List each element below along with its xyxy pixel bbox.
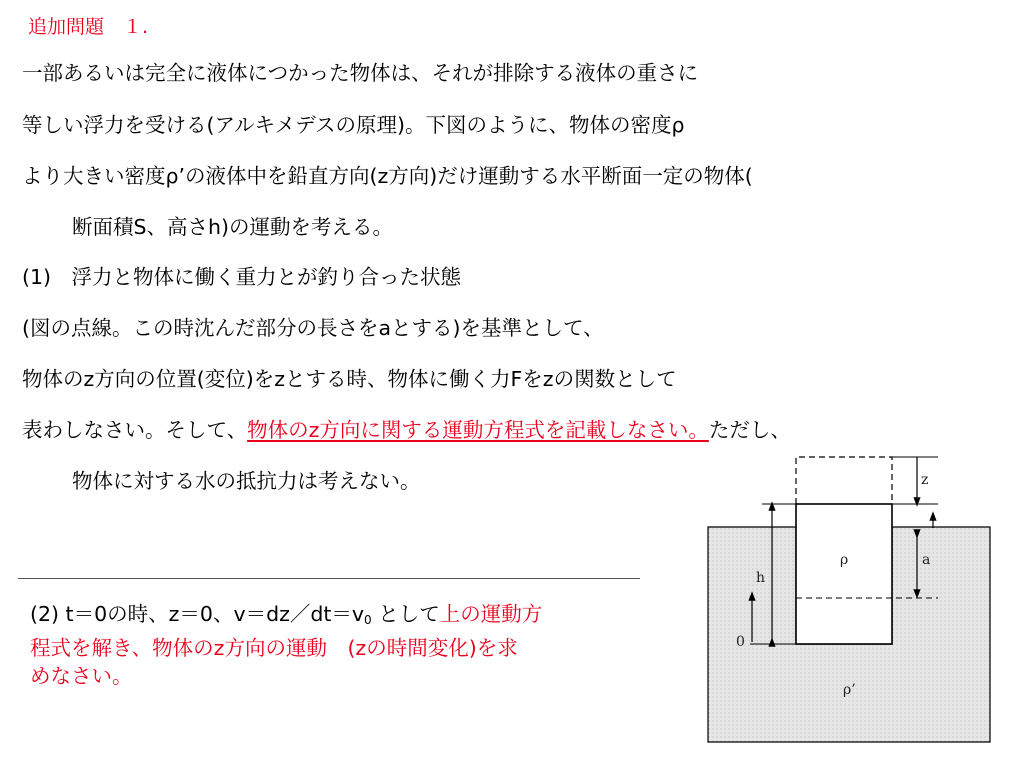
question-1-line-2: (図の点線。この時沈んだ部分の長さをaとする)を基準として、 [22,316,604,340]
question-2-text-2: として [371,602,440,626]
question-2-text: (2) t＝0の時、z＝0、v＝dz／dt＝v [30,602,365,626]
label-rho: ρ [840,552,849,568]
floating-body [796,504,892,644]
question-2-line-1 [30,600,680,634]
question-2-line-3: めなさい。 [30,664,133,688]
problem-title: 追加問題 １. [28,16,149,38]
label-zero: 0 [736,634,745,650]
question-2 [30,600,680,690]
question-2-line-2: 程式を解き、物体のz方向の運動 (zの時間変化)を求 [30,636,518,660]
equilibrium-outline [796,457,892,504]
section-divider [18,578,640,579]
question-1-emphasis: 物体のz方向に関する運動方程式を記載しなさい。 [247,418,709,442]
problem-text-line-1: 一部あるいは完全に液体につかった物体は、それが排除する液体の重さに [22,61,699,85]
question-2-subscript: 0 [364,613,372,627]
problem-text-line-2: 等しい浮力を受ける(アルキメデスの原理)。下図のように、物体の密度ρ [22,113,685,137]
problem-text-line-3: より大きい密度ρ’の液体中を鉛直方向(z方向)だけ運動する水平断面一定の物体( [22,164,753,188]
label-h: h [756,570,766,586]
label-a: a [922,552,931,568]
label-z: z [921,472,929,488]
question-2-emphasis-1: 上の運動方 [439,602,543,626]
buoyancy-diagram [700,452,1000,744]
problem-text-line-4: 断面積S、高さh)の運動を考える。 [72,215,394,239]
label-rho-prime: ρ’ [843,682,856,698]
question-1-line-4 [22,417,791,443]
question-1-text-tail: ただし、 [708,418,791,442]
question-1-text: 表わしなさい。そして、 [22,418,248,442]
question-1-line-5: 物体に対する水の抵抗力は考えない。 [72,469,421,493]
question-1-line-3: 物体のz方向の位置(変位)をzとする時、物体に働く力Fをzの関数として [22,367,677,391]
question-1-line-1: (1) 浮力と物体に働く重力とが釣り合った状態 [22,265,462,289]
